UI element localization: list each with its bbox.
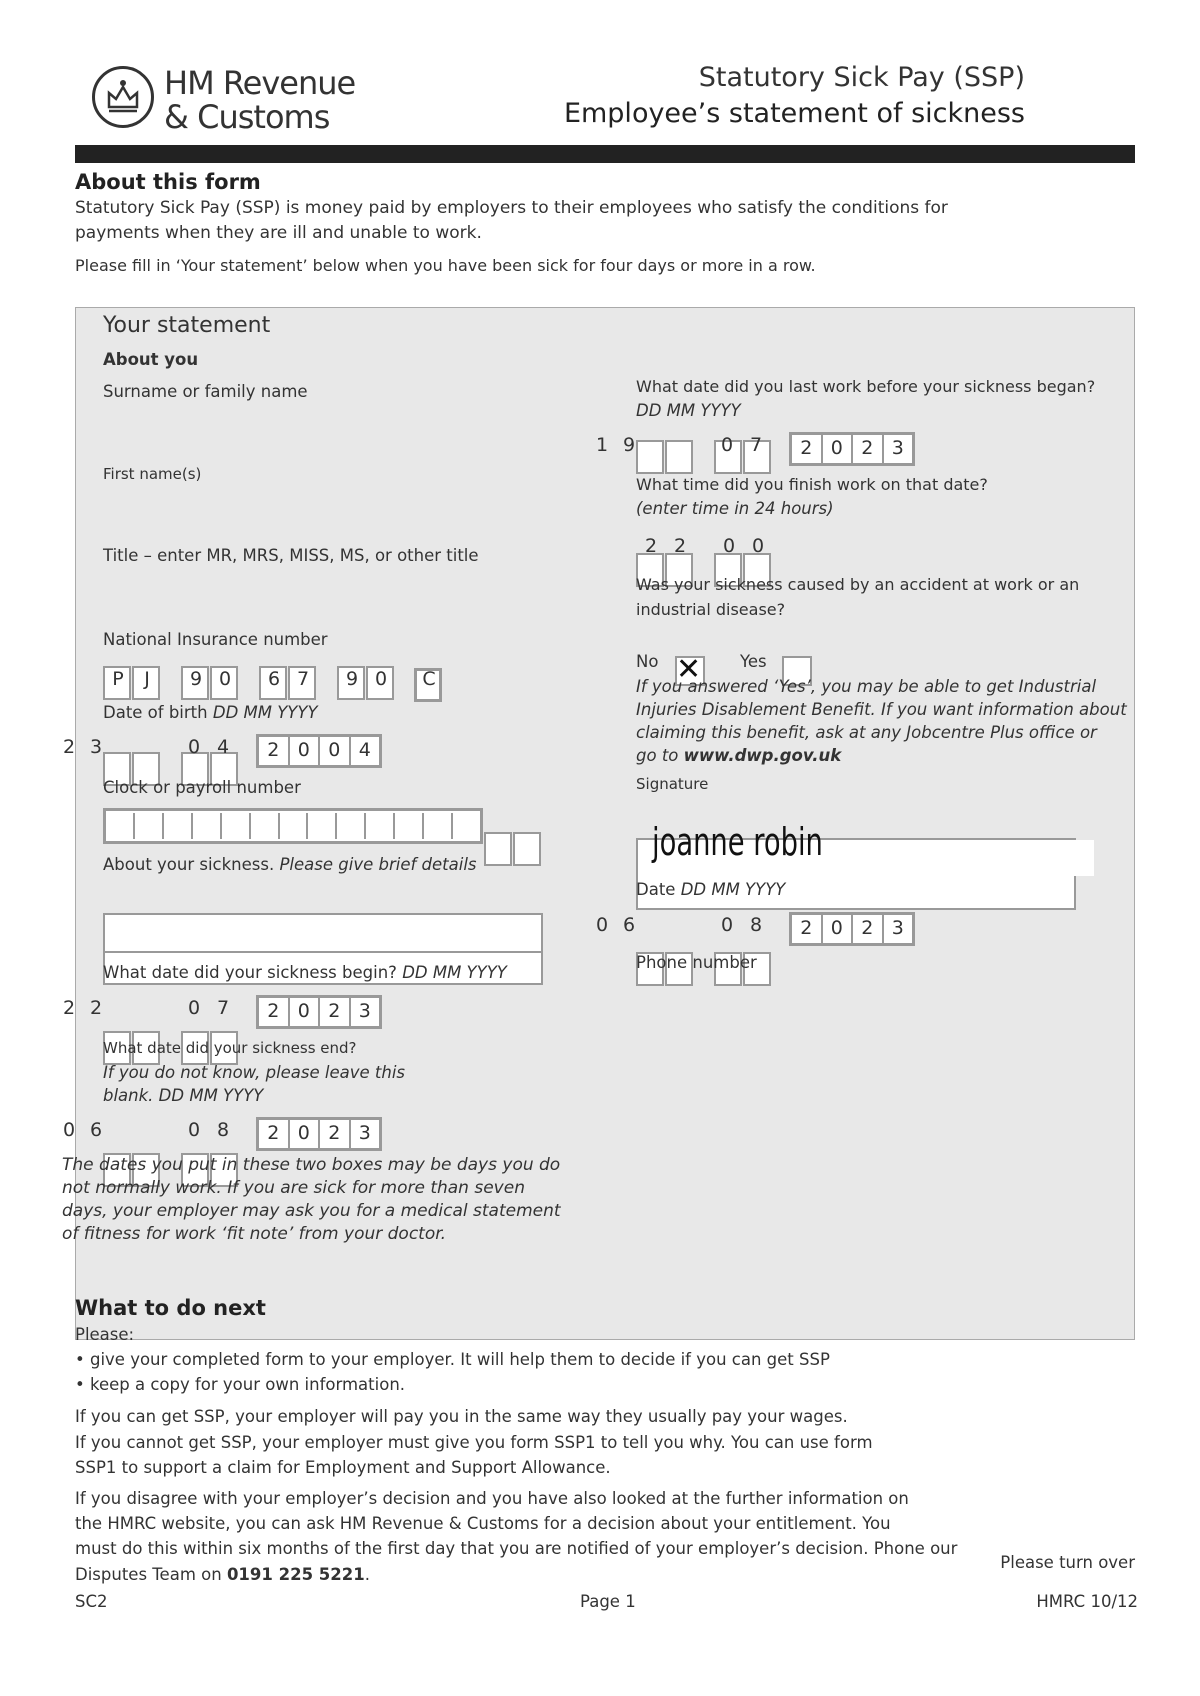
last-work-format: DD MM YYYY [636,401,741,420]
begin-day-digit: 2 [62,997,76,1019]
accident-label-line2: industrial disease? [636,600,786,619]
last-work-year-digit: 3 [891,437,904,459]
sign-year-digit: 2 [792,915,823,943]
form-title: Statutory Sick Pay (SSP) [698,62,1025,93]
surname-label: Surname or family name [103,382,308,401]
about-form-heading: About this form [75,170,261,194]
form-code: SC2 [75,1592,108,1611]
clock-extra-box-2[interactable] [513,832,541,866]
ni-label: National Insurance number [103,630,328,649]
ni-char: J [144,668,150,690]
finish-time-label: What time did you finish work on that date? [636,475,988,494]
dates-note-line1: The dates you put in these two boxes may be days you do [62,1155,561,1175]
begin-label-text: What date did your sickness begin? [103,963,397,982]
ni-char: 6 [267,668,281,690]
about-para1-line2: payments when they are ill and unable to work. [75,223,482,243]
last-work-day-digit: 1 [595,434,609,456]
sickness-label [103,855,477,874]
finish-min-digit: 0 [751,535,765,557]
form-subtitle: Employee’s statement of sickness [563,98,1025,129]
clock-label: Clock or payroll number [103,778,301,797]
begin-format: DD MM YYYY [402,963,507,982]
dates-note-line3: days, your employer may ask you for a medical statement [62,1201,561,1221]
iidb-line3: claiming this benefit, ask at any Jobcentre Plus office or [636,723,1097,742]
sign-month-digit: 0 [720,914,734,936]
ni-char: 9 [189,668,203,690]
last-work-year-digit: 2 [792,435,823,463]
last-work-year-boxes[interactable] [789,432,915,466]
begin-year-digit: 2 [259,998,290,1026]
dob-day-digit: 2 [62,736,76,758]
next-please: Please: [75,1325,135,1344]
finish-hour-digit: 2 [673,535,687,557]
logo-line-2: & Customs [164,98,330,136]
last-work-year-digit: 0 [823,435,854,463]
last-work-month-digit: 0 [720,434,734,456]
end-year-digit: 2 [259,1120,290,1148]
hmrc-logo-text [164,66,355,134]
signature-label: Signature [636,775,709,793]
clock-number-field[interactable] [103,808,483,844]
clock-extra-box-1[interactable] [484,832,512,866]
finish-time-hint: (enter time in 24 hours) [636,499,834,518]
dob-label-text: Date of birth [103,703,208,722]
dwp-link[interactable]: www.dwp.gov.uk [683,746,842,765]
about-para2: Please fill in ‘Your statement’ below when you have been sick for four days or more in a row. [75,256,816,275]
end-month-digit: 8 [216,1119,230,1141]
disputes-prefix: Disputes Team on [75,1565,222,1584]
begin-month-digit: 0 [187,997,201,1019]
no-check-mark: ✕ [676,652,702,687]
next-p3-line3: must do this within six months of the first day that you are notified of your employer’s decision. Phone our [75,1539,958,1558]
accident-label-line1: Was your sickness caused by an accident at work or an [636,575,1080,594]
next-bullet2: • keep a copy for your own information. [75,1375,406,1394]
dates-note-line2: not normally work. If you are sick for more than seven [62,1178,525,1198]
ni-char: 9 [345,668,359,690]
end-year-digit: 3 [358,1122,371,1144]
begin-year-boxes[interactable] [256,995,382,1029]
dob-month-digit: 4 [216,736,230,758]
end-hint-line2: blank. DD MM YYYY [103,1086,264,1105]
dob-year-digit: 2 [259,737,290,765]
sign-month-digit: 8 [749,914,763,936]
end-year-boxes[interactable] [256,1117,382,1151]
dob-label [103,703,318,722]
form-version: HMRC 10/12 [1036,1592,1138,1611]
last-work-label: What date did you last work before your sickness began? [636,377,1096,396]
next-heading: What to do next [75,1296,266,1320]
dob-year-digit: 4 [358,739,371,761]
crown-logo-icon [92,66,154,128]
ni-char: 0 [218,668,232,690]
iidb-line1: If you answered ‘Yes’, you may be able to get Industrial [636,677,1097,696]
iidb-go-to: go to [636,746,679,765]
end-day-digit: 6 [89,1119,103,1141]
end-hint-line1: If you do not know, please leave this [103,1063,406,1082]
dob-format: DD MM YYYY [212,703,318,722]
disputes-phone: 0191 225 5221 [226,1565,365,1584]
begin-year-digit: 2 [320,998,351,1026]
no-label: No [636,652,659,671]
dob-day-digit: 3 [89,736,103,758]
ni-char: P [112,668,124,690]
begin-year-digit: 3 [358,1000,371,1022]
begin-label [103,963,507,982]
next-p3-line2: the HMRC website, you can ask HM Revenue & Customs for a decision about your entitlement. You [75,1514,891,1533]
end-label: What date did your sickness end? [103,1039,357,1057]
finish-min-digit: 0 [722,535,736,557]
next-p2-line1: If you cannot get SSP, your employer must give you form SSP1 to tell you why. You can use form [75,1433,873,1452]
ni-char: 0 [374,668,388,690]
sign-date-label [636,880,785,899]
next-p3-line4: Disputes Team on 0191 225 5221. [75,1565,370,1584]
last-work-year-digit: 2 [853,435,884,463]
header-divider [75,145,1135,163]
end-year-digit: 0 [290,1120,321,1148]
last-work-month-digit: 7 [749,434,763,456]
finish-hour-digit: 2 [644,535,658,557]
sign-year-digit: 0 [823,915,854,943]
iidb-line2: Injuries Disablement Benefit. If you want information about [636,700,1127,719]
last-work-day-digit: 9 [622,434,636,456]
sign-year-digit: 2 [853,915,884,943]
sign-date-field[interactable] [593,912,923,956]
sign-day-digit: 6 [622,914,636,936]
dob-month-digit: 0 [187,736,201,758]
sign-day-digit: 0 [595,914,609,936]
last-work-day-box-2[interactable] [665,440,693,474]
last-work-day-box-1[interactable] [636,440,664,474]
next-p3-line1: If you disagree with your employer’s decision and you have also looked at the further information on [75,1489,909,1508]
page-number: Page 1 [580,1592,636,1611]
about-you-heading: About you [103,350,199,369]
ni-char: C [422,668,436,690]
yes-label: Yes [740,652,767,671]
logo-line-1: HM Revenue [164,64,356,102]
ni-number-field[interactable] [103,666,443,702]
turn-over: Please turn over [1000,1553,1135,1572]
next-p2-line2: SSP1 to support a claim for Employment and Support Allowance. [75,1458,611,1477]
sickness-hint: Please give brief details [279,855,477,874]
dob-year-digit: 0 [290,737,321,765]
sign-date-format: DD MM YYYY [680,880,786,899]
sign-date-label-text: Date [636,880,676,899]
sign-year-boxes[interactable] [789,912,915,946]
end-month-digit: 0 [187,1119,201,1141]
first-name-label: First name(s) [103,465,202,483]
sign-year-digit: 3 [891,917,904,939]
next-bullet1: • give your completed form to your employer. It will help them to decide if you can get SSP [75,1350,830,1369]
dates-note-line4: of fitness for work ‘fit note’ from your doctor. [62,1224,447,1244]
begin-year-digit: 0 [290,998,321,1026]
phone-label: Phone number [636,953,757,972]
iidb-line4 [636,746,841,765]
title-label: Title – enter MR, MRS, MISS, MS, or other title [103,546,479,565]
begin-month-digit: 7 [216,997,230,1019]
begin-day-digit: 2 [89,997,103,1019]
next-p1: If you can get SSP, your employer will pay you in the same way they usually pay your wages. [75,1407,848,1426]
statement-heading: Your statement [103,313,271,338]
about-para1-line1: Statutory Sick Pay (SSP) is money paid by employers to their employees who satisfy the conditions for [75,198,948,218]
signature-value: joanne robin [652,820,823,864]
end-year-digit: 2 [320,1120,351,1148]
dob-year-boxes[interactable] [256,734,382,768]
dob-year-digit: 0 [320,737,351,765]
ni-char: 7 [296,668,310,690]
sickness-label-text: About your sickness. [103,855,275,874]
end-day-digit: 0 [62,1119,76,1141]
